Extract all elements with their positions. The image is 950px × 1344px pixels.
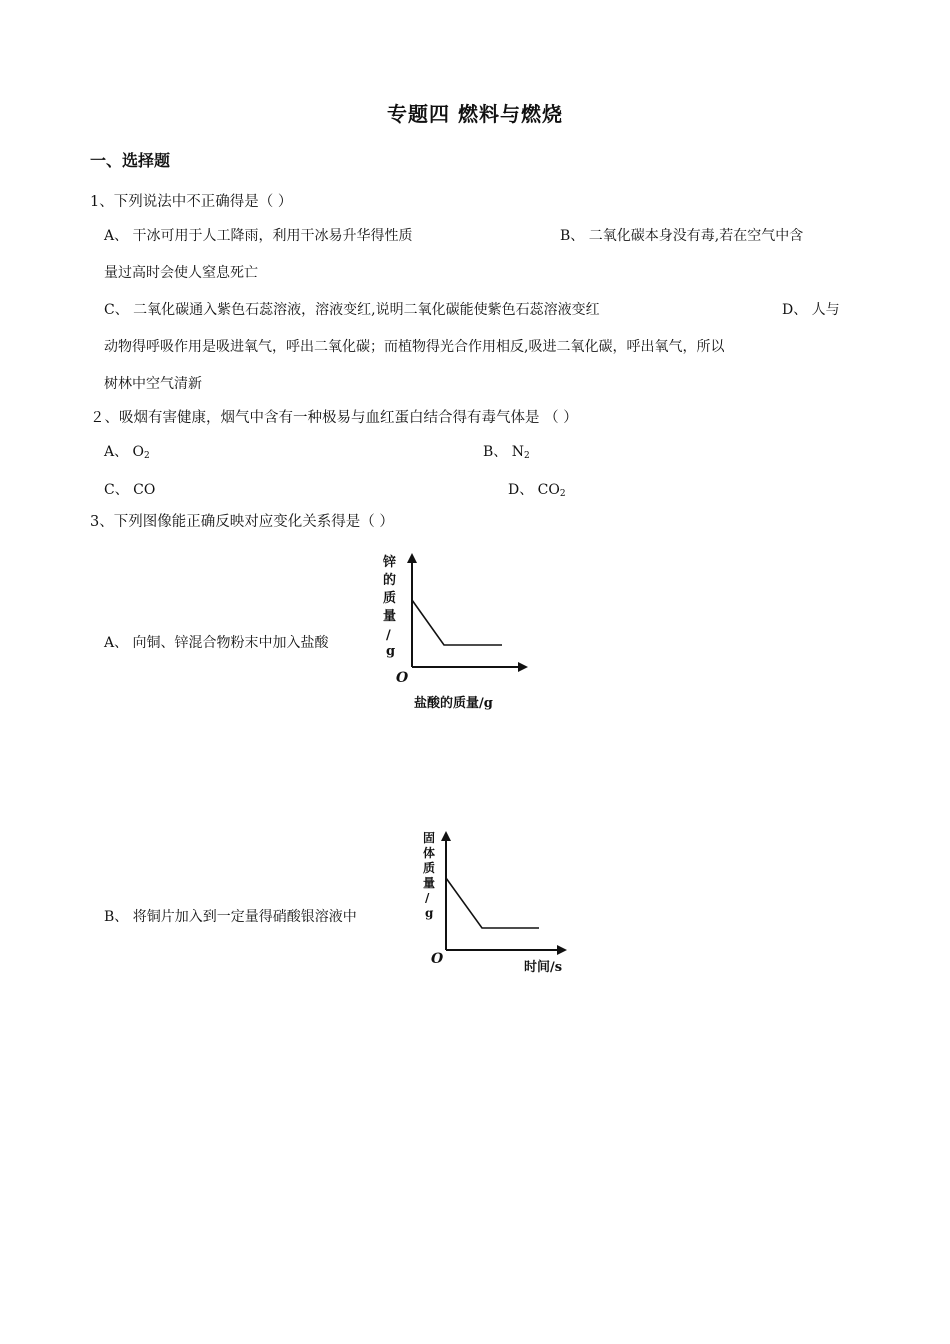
question-1-option-b: B、 二氧化碳本身没有毒,若在空气中含	[560, 228, 804, 244]
question-2-option-b: B、 $N_2$	[483, 444, 530, 461]
question-2-option-c: C、 CO	[104, 482, 156, 498]
graph-b-ylabel-4: 量	[423, 876, 436, 890]
graph-a-ylabel-5: /	[386, 628, 391, 643]
question-3-option-b: B、 将铜片加入到一定量得硝酸银溶液中	[104, 909, 357, 925]
question-1-option-d-cont2: 树林中空气清新	[104, 376, 202, 392]
question-1-option-b-cont: 量过高时会使人窒息死亡	[104, 265, 258, 281]
graph-b-ylabel-3: 质	[423, 861, 436, 875]
graph-a-origin: O	[396, 670, 409, 686]
graph-a-ylabel-1: 锌	[383, 555, 397, 570]
question-3-stem: 3、下列图像能正确反映对应变化关系得是（ ）	[90, 514, 394, 530]
graph-b-origin: O	[431, 951, 444, 967]
graph-a-ylabel-3: 质	[383, 591, 397, 606]
graph-a-curve	[412, 600, 502, 645]
question-2-option-d: D、 $CO_2$	[508, 482, 566, 499]
question-1-option-d-cont: 动物得呼吸作用是吸进氧气，呼出二氧化碳；而植物得光合作用相反,吸进二氧化碳，呼出氧气，所以	[104, 339, 725, 355]
question-3-option-a: A、 向铜、锌混合物粉末中加入盐酸	[104, 635, 329, 651]
graph-a-ylabel-6: g	[386, 644, 396, 659]
graph-b-curve	[446, 878, 539, 928]
question-2-stem: ２、吸烟有害健康，烟气中含有一种极易与血红蛋白结合得有毒气体是 （ ）	[90, 410, 578, 426]
page-title: 专题四 燃料与燃烧	[387, 102, 563, 126]
graph-b-solid-mass	[415, 825, 580, 977]
graph-b-ylabel-6: g	[425, 906, 434, 920]
section-heading: 一、选择题	[90, 151, 171, 170]
graph-a-ylabel-2: 的	[383, 573, 397, 588]
graph-b-ylabel-5: /	[425, 891, 430, 905]
graph-b-xlabel: 时间/s	[524, 960, 563, 975]
graph-a-ylabel-4: 量	[383, 609, 397, 624]
graph-a-xlabel: 盐酸的质量/g	[414, 696, 493, 711]
graph-a-zinc-mass	[370, 545, 540, 720]
question-1-stem: 1、下列说法中不正确得是（ ）	[90, 194, 293, 210]
question-1-option-a: A、 干冰可用于人工降雨，利用干冰易升华得性质	[104, 228, 413, 244]
graph-b-ylabel-2: 体	[423, 846, 436, 860]
question-2-option-a: A、 $O_2$	[104, 444, 150, 461]
graph-b-ylabel-1: 固	[423, 831, 436, 845]
question-1-option-c: C、 二氧化碳通入紫色石蕊溶液，溶液变红,说明二氧化碳能使紫色石蕊溶液变红	[104, 302, 600, 318]
question-1-option-d: D、 人与	[782, 302, 840, 318]
